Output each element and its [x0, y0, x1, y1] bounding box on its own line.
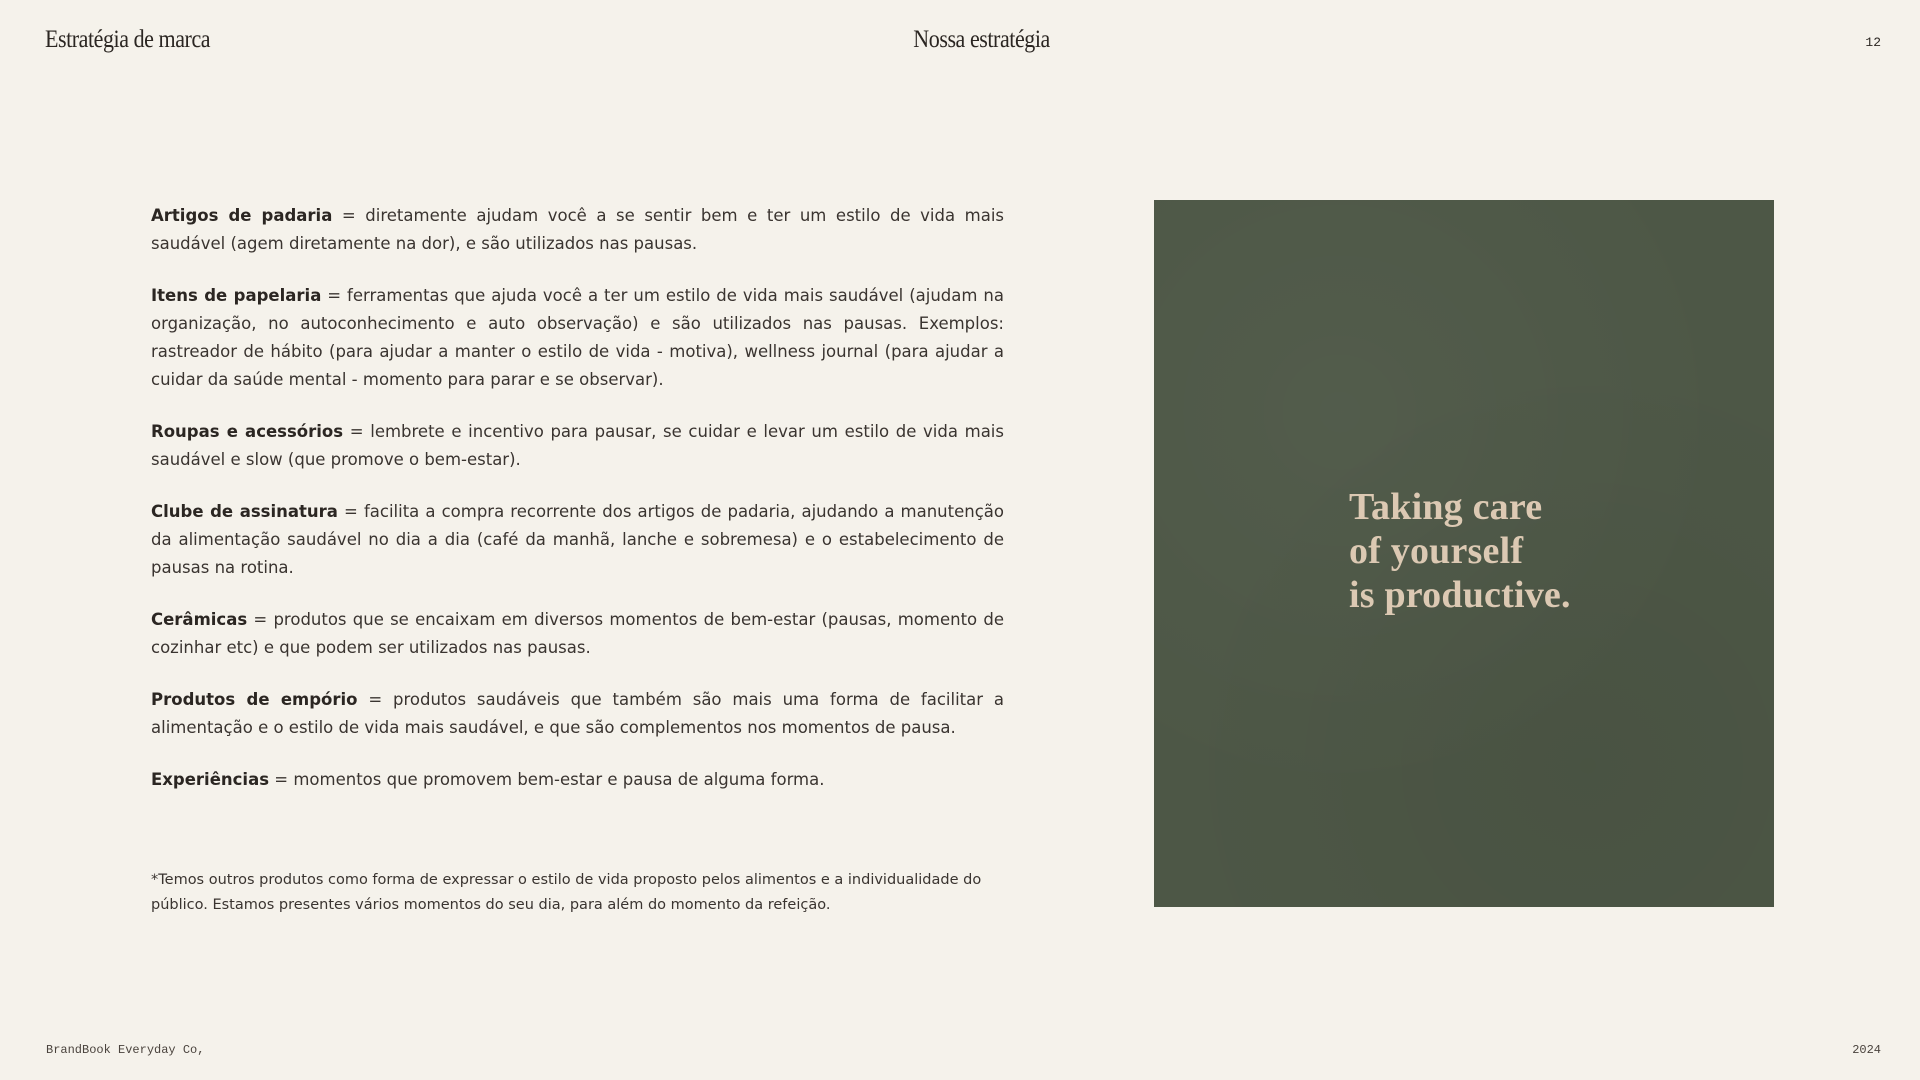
category-description: = lembrete e incentivo para pausar, se cuidar e levar um estilo de vida mais saudável e slow (que promove o bem-estar).	[151, 422, 1004, 469]
category-item	[151, 282, 1004, 394]
category-description: = diretamente ajudam você a se sentir bem e ter um estilo de vida mais saudável (agem diretamente na dor), e são utilizados nas pausas.	[151, 206, 1005, 253]
category-item	[151, 202, 1004, 258]
category-description: = momentos que promovem bem-estar e pausa de alguma forma.	[269, 770, 825, 789]
category-term: Clube de assinatura	[151, 502, 338, 521]
quote-image	[1154, 200, 1774, 907]
footer-year: 2024	[1852, 1043, 1881, 1057]
category-item	[151, 418, 1004, 474]
footnote: *Temos outros produtos como forma de expressar o estilo de vida proposto pelos alimentos e a individualidade do público. Estamos presentes vários momentos do seu dia, para além do momento da refeição.	[151, 872, 982, 913]
quote-line: is productive.	[1349, 574, 1571, 616]
page-title-text: Nossa estratégia	[913, 26, 1050, 53]
category-description: = ferramentas que ajuda você a ter um estilo de vida mais saudável (ajudam na organização, no autoconhecimento e auto observação) e são utilizados nas pausas. Exemplos: rastreador de hábito (para ajudar a manter o estilo de vida - motiva), wellness journal (para ajudar a cuidar da saúde mental - momento para parar e se observar).	[151, 286, 1004, 389]
category-item	[151, 766, 1004, 794]
category-term: Roupas e acessórios	[151, 422, 344, 441]
page-number: 12	[1865, 35, 1881, 50]
section-title: Estratégia de marca	[45, 26, 211, 53]
category-description: = produtos que se encaixam em diversos momentos de bem-estar (pausas, momento de cozinhar etc) e que podem ser utilizados nas pausas.	[151, 610, 1004, 657]
category-term: Artigos de padaria	[151, 206, 333, 225]
category-description: = facilita a compra recorrente dos artigos de padaria, ajudando a manutenção da alimentação saudável no dia a dia (café da manhã, lanche e sobremesa) e o estabelecimento de pausas na rotina.	[151, 502, 1004, 577]
category-item	[151, 606, 1004, 662]
category-term: Experiências	[151, 770, 270, 789]
category-term: Cerâmicas	[151, 610, 248, 629]
page-title	[0, 26, 1920, 54]
category-term: Produtos de empório	[151, 690, 358, 709]
image-quote	[1349, 485, 1571, 617]
quote-line: Taking care	[1349, 486, 1543, 528]
category-description: = produtos saudáveis que também são mais uma forma de facilitar a alimentação e o estilo de vida mais saudável, e que são complementos nos momentos de pausa.	[151, 690, 1004, 737]
category-item	[151, 498, 1004, 582]
product-categories-list	[151, 202, 1004, 818]
category-term: Itens de papelaria	[151, 286, 322, 305]
category-item	[151, 686, 1004, 742]
footer-brand: BrandBook Everyday Co,	[46, 1043, 205, 1057]
quote-line: of yourself	[1349, 530, 1524, 572]
